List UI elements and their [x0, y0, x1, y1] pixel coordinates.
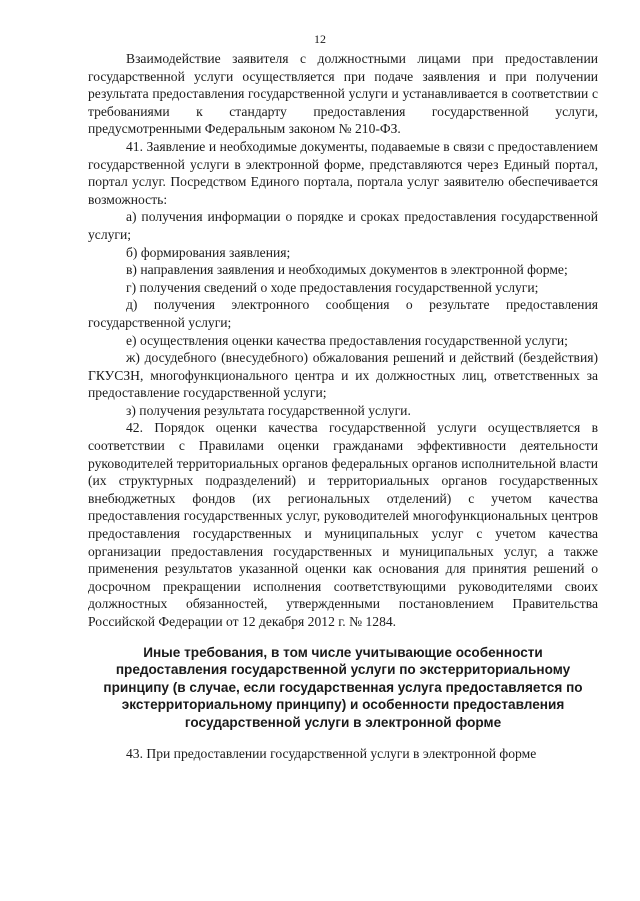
list-item-e: е) осуществления оценки качества предоставления государственной услуги;	[126, 332, 568, 348]
paragraph-43: 43. При предоставлении государственной услуги в электронной форме	[126, 745, 537, 761]
document-body	[88, 50, 598, 762]
paragraph-41: 41. Заявление и необходимые документы, подаваемые в связи с предоставлением государственной услуги в электронной форме, представляются через Единый портал, портал услуг. Посредством Единого портала, портала услуг заявителю обеспечивается возможность:	[88, 138, 598, 207]
list-item-b: б) формирования заявления;	[126, 244, 291, 260]
list-item-z: з) получения результата государственной услуги.	[126, 402, 411, 418]
list-item-d: д) получения электронного сообщения о результате предоставления государственной услуги;	[88, 297, 598, 330]
page-number: 12	[314, 32, 326, 46]
section-heading: Иные требования, в том числе учитывающие особенности предоставления государственной услуги по экстерриториальному принципу (в случае, если государственная услуга предоставляется по экстерриториальному принципу) и особенности предоставления государственной услуги в электронной форме	[103, 644, 583, 730]
list-item-g: г) получения сведений о ходе предоставления государственной услуги;	[126, 279, 539, 295]
list-item-v: в) направления заявления и необходимых документов в электронной форме;	[126, 262, 568, 278]
paragraph-42: 42. Порядок оценки качества государственной услуги осуществляется в соответствии с Правилами оценки гражданами эффективности деятельности руководителей территориальных органов федеральных органов исполнительной власти (их структурных подразделений) и территориальных органов государственных внебюджетных фондов (их региональных отделений) с учетом качества предоставления государственных услуг, руководителей многофункциональных центров предоставления государственных и муниципальных услуг с учетом качества организации предоставления государственных и муниципальных услуг, а также применения результатов указанной оценки как основания для принятия решений о досрочном прекращении исполнения соответствующими руководителями своих должностных обязанностей, утвержденными постановлением Правительства Российской Федерации от 12 декабря 2012 г. № 1284.	[88, 420, 598, 629]
list-item-zh: ж) досудебного (внесудебного) обжалования решений и действий (бездействия) ГКУСЗН, многофункционального центра и их должностных лиц, ответственных за предоставление государственной услуги;	[88, 350, 598, 401]
list-item-a: а) получения информации о порядке и сроках предоставления государственной услуги;	[88, 209, 598, 242]
paragraph-interaction: Взаимодействие заявителя с должностными лицами при предоставлении государственной услуги осуществляется при подаче заявления и при получении результата предоставления государственной услуги и устанавливается в соответствии с требованиями к стандарту предоставления государственной услуги, предусмотренными Федеральным законом № 210-ФЗ.	[88, 51, 598, 137]
